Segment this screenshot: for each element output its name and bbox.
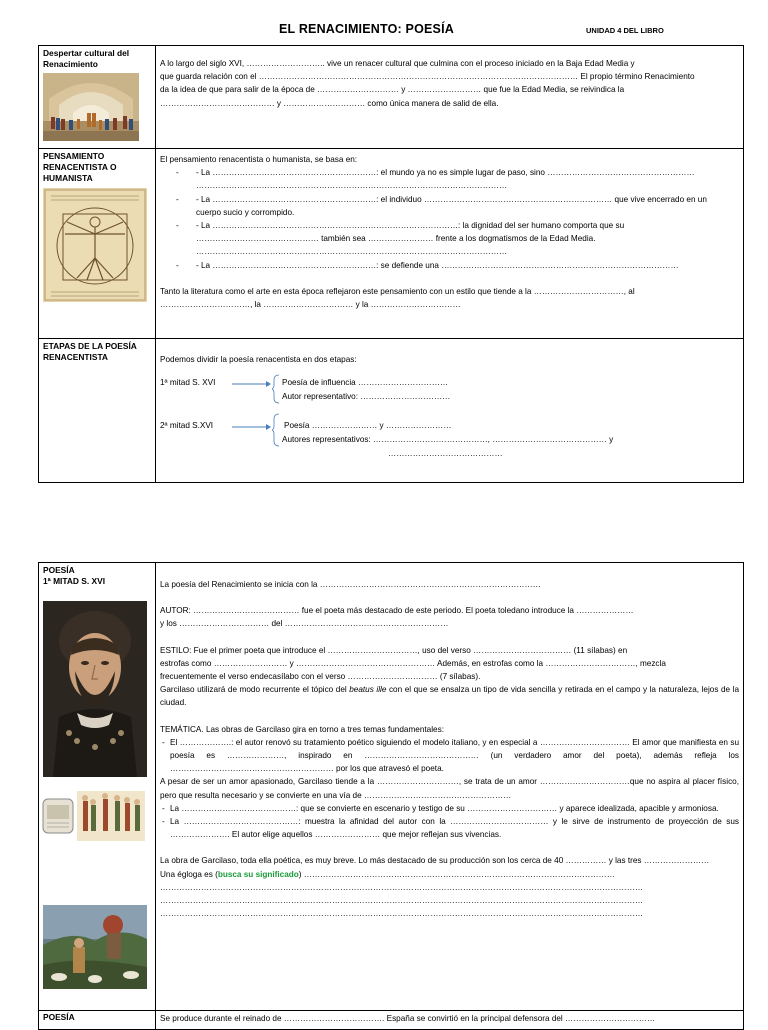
tematica-list [160, 802, 739, 842]
item-text: …………………………………………………………………………………………………… [196, 247, 508, 257]
intro-text: Podemos dividir la poesía renacentista en dos etapas: [160, 355, 357, 364]
row-label-cell [39, 339, 156, 483]
tematica-list [160, 736, 739, 776]
estilo-text: frecuentemente el verso endecasílabo con el verso …………………………… (7 sílabas). [160, 672, 481, 682]
item-text: cuerpo sucio y corrompido. [196, 207, 295, 217]
row-label-cell [39, 46, 156, 149]
brace-icon [272, 413, 280, 447]
row-label-cell [39, 1011, 156, 1030]
item-text: - La ……………………………………………………: el mundo ya no es simple lugar de paso, sino ……………………………………………… [196, 168, 695, 178]
worksheet-table-2 [38, 562, 744, 1030]
estilo-text: estrofas como ……………………… y …………………………………………… Además, en estrofas como la ……………………………, mezcla [160, 658, 666, 668]
pastoral-painting-image [43, 905, 147, 989]
item-text: - La ……………………………………………………: el individuo …………………………………………………………… que vive encerrado en un [196, 194, 707, 204]
row-label: PENSAMIENTO RENACENTISTA O HUMANISTA [43, 151, 117, 184]
list-item: - La ……………………………………: que se convierte en escenario y testigo de su …………………………… y aparece idealizada, apacible y armoniosa. [160, 802, 739, 815]
list-item [160, 166, 739, 192]
despertar-content [156, 46, 744, 149]
egloga-hint: busca su significado [217, 869, 299, 879]
stage-text: Poesía de influencia …………………………… [282, 378, 449, 388]
stage-label: 1ª mitad S. XVI [160, 378, 216, 388]
row-pensamiento [39, 149, 744, 339]
text-line: A lo largo del siglo XVI, ……………………….. vive un renacer cultural que culmina con el proceso iniciado en la Baja Edad Media y [160, 59, 635, 68]
obra-text: La obra de Garcilaso, toda ella poética, es muy breve. Lo más destacado de su producción son los cerca de 40 …………… y las tres …………………… [160, 856, 710, 866]
estilo-text: ESTILO: Fue el primer poeta que introduce el ……………………………, uso del verso ……………………………… (11 sílabas) en [160, 645, 628, 655]
stage-label: 2ª mitad S.XVI [160, 421, 214, 431]
row-label-cell [39, 563, 156, 1011]
list-item: - La ……………………………………: muestra la afinidad del autor con la ……………………………… y le sirve de instrumento de proyección de sus …………………. El autor elige aquellos …………………… que mejor reflejan sus vivencias. [160, 815, 739, 841]
text-line: que guarda relación con el ……………………………………………………………………………………………………… El propio término Renacimiento [160, 72, 695, 82]
row-label: Despertar cultural del Renacimiento [43, 48, 130, 70]
beatus-ille-text [160, 683, 739, 709]
intro-text: El pensamiento renacentista o humanista, se basa en: [160, 155, 358, 164]
unit-label: UNIDAD 4 DEL LIBRO [586, 26, 664, 35]
etapas-content [156, 339, 744, 483]
beatus-ille-term: beatus ille [349, 685, 387, 695]
intro-text: La poesía del Renacimiento se inicia con la ……………………………………………………………………… [160, 580, 541, 589]
stage-1 [160, 376, 739, 404]
row-label [43, 565, 151, 587]
item-text: …………………………………………………………………………………………………… [196, 181, 508, 191]
answer-line: …………………………………………………………………………………………………………………………………………………………… [160, 896, 644, 906]
row-despertar-cultural [39, 46, 744, 149]
list-item [160, 193, 739, 219]
row-poesia-primera-mitad [39, 563, 744, 1011]
row-label: POESÍA [43, 1012, 75, 1022]
row-label: ETAPAS DE LA POESÍA RENACENTISTA [43, 341, 137, 363]
list-item [160, 259, 739, 272]
text-span: Garcilaso utilizará de modo recurrente el tópico del [160, 685, 350, 695]
text-line: Tanto la literatura como el arte en esta época reflejaron este pensamiento con un estilo que tiende a la ……………………………, al [160, 286, 635, 296]
row-label-cell [39, 149, 156, 339]
pensamiento-content [156, 149, 744, 339]
autor-text: y los …………………………… del …………………………………………………… [160, 619, 449, 629]
tematica-intro: TEMÁTICA. Las obras de Garcilaso gira en torno a tres temas fundamentales: [160, 724, 444, 734]
worksheet-table-1 [38, 45, 744, 483]
text-line: da la idea de que para salir de la época de ………………………… y ……………………… que fue la Edad Media, se reivindica la [160, 85, 625, 95]
arrow-right-icon [232, 423, 272, 431]
poesia-segunda-content [156, 1011, 744, 1030]
answer-line: …………………………………………………………………………………………………………………………………………………………… [160, 882, 644, 892]
answer-line: …………………………………………………………………………………………………………………………………………………………… [160, 909, 644, 919]
stage-text: …………………………………… [388, 449, 503, 459]
list-item: - El ……………….: el autor renovó su tratamiento poético siguiendo el modelo italiano, y en especial a …………………………… El amor que manifiesta en su poesía es …………………, inspirado en …………………………………… (un verdadero amor del poeta), además refleja los …………………………………………………… por los que atravesó el poeta. [160, 736, 739, 776]
text-span: Una égloga es ( [160, 869, 218, 879]
row-poesia-segunda [39, 1011, 744, 1030]
tematica-paragraph: A pesar de ser un amor apasionado, Garcilaso tiende a la …………………………, se trata de un amor ……………………………que no aspira al placer físico, pero que resulta necesario y se convierte en una vía de ……………………………………………… [160, 777, 739, 800]
list-item [160, 219, 739, 259]
principles-list [160, 166, 739, 272]
school-of-athens-image [43, 73, 139, 141]
autor-text: AUTOR: ………………………………… fue el poeta más destacado de este periodo. El poeta toledano introduce la ………………… [160, 606, 634, 616]
text-span: con el que se ensalza un tipo de vida sencilla y retirada en el campo y la naturaleza, lejos de la ciudad. [160, 685, 739, 708]
label-line: POESÍA [43, 565, 75, 575]
text-line: ……………………………, la …………………………… y la …………………………… [160, 300, 461, 310]
stage-text: Poesía …………………… y …………………… [284, 421, 452, 431]
arrow-right-icon [232, 380, 272, 388]
manuscript-illustration-image [41, 787, 147, 843]
text-span: ) …………………………………………………………………………………………………… [298, 869, 615, 879]
text-line: …………………………………… y ………………………… como única manera de salid de ella. [160, 98, 499, 108]
item-text: ……………………………………… también sea …………………… frente a los dogmatismos de la Edad Media. [196, 234, 596, 244]
item-text: - La ………………………………………………………………………………: la dignidad del ser humano comporta que su [196, 221, 625, 231]
brace-icon [272, 374, 280, 404]
page-title: EL RENACIMIENTO: POESÍA [279, 22, 454, 36]
item-text: - La ……………………………………………………: se defiende una …………………………………………………………………………… [196, 260, 679, 270]
stage-text: Autores representativos: ……………………………………, …………………………………… y [282, 435, 614, 445]
vitruvian-man-image [43, 188, 147, 302]
poesia-primera-mitad-content [156, 563, 744, 1011]
stage-text: Autor representativo: …………………………… [282, 392, 451, 402]
row-etapas [39, 339, 744, 483]
egloga-text [160, 868, 739, 881]
text-line: Se produce durante el reinado de ………………………………. España se convirtió en la principal defensora del …………………………… [160, 1014, 656, 1023]
garcilaso-portrait-image [43, 601, 147, 777]
stage-2 [160, 419, 739, 461]
label-line: 1ª MITAD S. XVI [43, 576, 106, 587]
